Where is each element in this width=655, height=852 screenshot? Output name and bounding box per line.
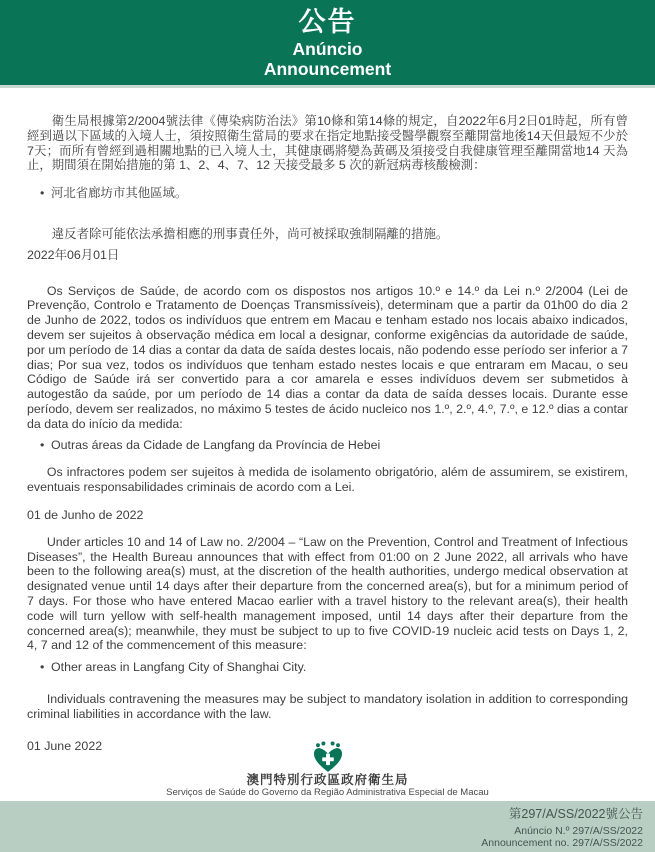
page-title-en: Announcement <box>263 59 392 79</box>
bullet-icon: • <box>40 186 45 201</box>
english-paragraph-1: Under articles 10 and 14 of Law no. 2/2004 – “Law on the Prevention, Control and Treatment of Infectious Diseases”, the Health Bureau announces that with effect from 01:00 on 2 June 2022, all arrivals who have been to the following area(s) must, at the discretion of the health authorities, undergo medical observation at designated venue until 14 days after their departure from the concerned area(s), but for a minimum period of 7 days. For those who have entered Macao earlier with a travel history to the relevant area(s), their health code will turn yellow with self-health management imposed, until 14 days after their departure from the concerned area(s); meanwhile, they must be subject to up to five COVID-19 nucleic acid tests on Days 1, 2, 4, 7 and 12 of the commencement of this measure: <box>27 534 628 653</box>
page-title-pt: Anúncio <box>292 39 363 59</box>
announcement-number-pt: Anúncio N.º 297/A/SS/2022 <box>514 825 643 837</box>
organization-name-zh: 澳門特別行政區政府衛生局 <box>246 773 409 787</box>
health-bureau-logo-block <box>0 738 655 801</box>
portuguese-list-item <box>27 438 628 453</box>
reference-band <box>0 801 655 852</box>
portuguese-paragraph-1: Os Serviços de Saúde, de acordo com os dispostos nos artigos 10.º e 14.º da Lei n.º 2/2004 (Lei de Prevenção, Controlo e Tratamento de Doenças Transmissíveis), determinam que a partir da 01h00 do dia 2 de Junho de 2022, todos os indivíduos que entrem em Macau e tenham estado nos locais abaixo indicados, devem ser sujeitos à observação médica em local a designar, conforme exigências da autoridade de saúde, por um período de 14 dias a contar da data de saída destes locais, não podendo esse período ser inferior a 7 dias; Por sua vez, todos os indivíduos que tenham estado nestes locais e que entraram em Macau, o seu Código de Saúde irá ser convertido para a cor amarela e esses indivíduos devem ser submetidos à autogestão da saúde, por um período de 14 dias a contar da data de saída desses locais. Durante esse período, devem ser realizados, no máximo 5 testes de ácido nucleico nos 1.º, 2.º, 4.º, 7.º, e 12.º dias a contar da data do início da medida: <box>27 283 628 431</box>
english-paragraph-2: Individuals contravening the measures may be subject to mandatory isolation in addition to corresponding criminal liabilities in accordance with the law. <box>27 691 628 721</box>
announcement-number-en: Announcement no. 297/A/SS/2022 <box>481 837 643 849</box>
english-list-item-text: Other areas in Langfang City of Shanghai City. <box>51 660 307 675</box>
page-title-zh: 公告 <box>298 7 357 37</box>
portuguese-paragraph-2: Os infractores podem ser sujeitos à medida de isolamento obrigatório, além de assumirem, se existirem, eventuais responsabilidades criminais de acordo com a Lei. <box>27 465 628 495</box>
chinese-paragraph-1: 衛生局根據第2/2004號法律《傳染病防治法》第10條和第14條的規定，自2022年6月2日01時起，所有曾經到過以下區域的入境人士，須按照衛生當局的要求在指定地點接受醫學觀察至離開當地後14天但最短不少於7天；而所有曾經到過相關地點的已入境人士，其健康碼將變為黃碼及須接受自我健康管理至離開當地14 天為止，期間須在開始措施的第 1、2、4、7、12 天接受最多 5 次的新冠病毒核酸檢測： <box>27 114 628 173</box>
chinese-list-item-text: 河北省廊坊市其他區域。 <box>51 186 188 201</box>
chinese-paragraph-2: 違反者除可能依法承擔相應的刑事責任外，尚可被採取強制隔離的措施。 <box>51 226 449 241</box>
english-list-item <box>27 660 628 675</box>
chinese-list-item <box>27 186 628 201</box>
document-body <box>0 114 655 753</box>
bullet-icon: • <box>40 660 45 675</box>
announcement-number-zh: 第297/A/SS/2022號公告 <box>508 807 643 821</box>
portuguese-date: 01 de Junho de 2022 <box>27 507 144 522</box>
portuguese-list-item-text: Outras áreas da Cidade de Langfang da Província de Hebei <box>51 437 381 452</box>
english-date: 01 June 2022 <box>27 738 103 753</box>
bullet-icon: • <box>40 437 45 452</box>
organization-name-pt: Serviços de Saúde do Governo da Região Administrativa Especial de Macau <box>166 787 489 798</box>
chinese-date: 2022年06月01日 <box>27 247 120 262</box>
heart-cross-icon <box>311 741 345 773</box>
header-band <box>0 0 655 88</box>
